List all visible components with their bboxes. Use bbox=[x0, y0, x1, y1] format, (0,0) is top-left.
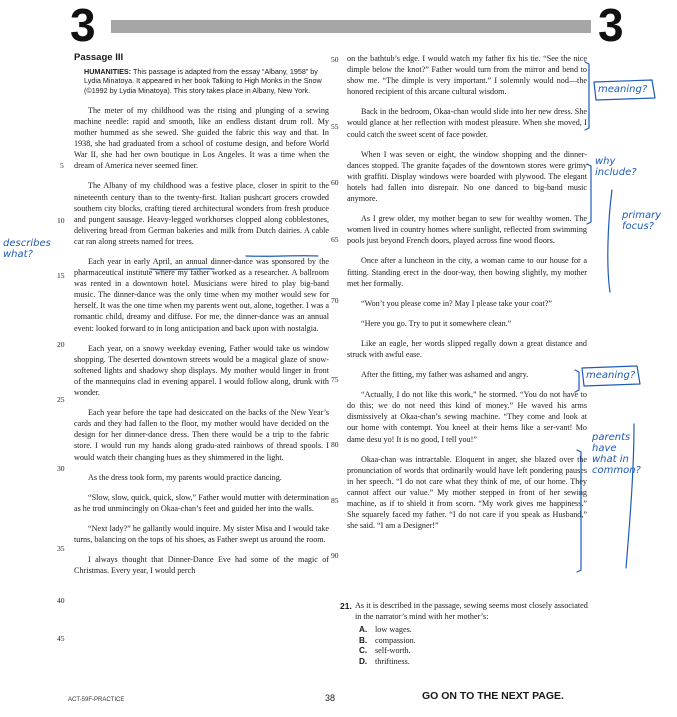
bracket-lines-58-64 bbox=[587, 164, 591, 224]
note-meaning-1: meaning? bbox=[598, 84, 648, 95]
passage-intro bbox=[84, 67, 329, 95]
line-number: 75 bbox=[331, 375, 339, 384]
line-number: 40 bbox=[57, 596, 65, 605]
paragraph: “Actually, I do not like this work,” he stormed. “You do not have to do this; we do not need this kind of money.” He waved his arms dismissively at Okaa-chan’s sewing machine. “They come and look at our home with contempt. You kneel at their hems like a ser-vant! Mo dame desu yo! It is no good, I tell you!” bbox=[347, 390, 587, 444]
paragraph: “Slow, slow, quick, quick, slow,” Father would mutter with determination as he trod unmincingly on Okaa-chan’s feet and guided her into the walls. bbox=[74, 492, 329, 513]
line-number: 55 bbox=[331, 122, 339, 131]
line-number: 85 bbox=[331, 496, 339, 505]
paragraph: Each year, on a snowy weekday evening, Father would take us window shopping. The deserted downtown streets would be a magical glaze of snow-softened lights and shadowy shop displays. My mother would linger in front of the mannequins clad in evening apparel. I would follow along, drunk with wonder. bbox=[74, 343, 329, 398]
answer-option-c[interactable]: C. self-worth. bbox=[359, 646, 411, 655]
line-number: 5 bbox=[60, 161, 64, 170]
line-number: 10 bbox=[57, 216, 65, 225]
section-number-left: 3 bbox=[70, 0, 96, 51]
page-number: 38 bbox=[325, 693, 336, 703]
line-number: 30 bbox=[57, 464, 65, 473]
paragraph: Once after a luncheon in the city, a woman came to our house for a fitting. Standing erect in the door-way, then bowing slightly, my mother met her formally. bbox=[347, 256, 587, 288]
paragraph: The Albany of my childhood was a festive place, closer in spirit to the nineteenth century than to the twenty-first. Italian pushcart grocers crowded southern city blocks, crafting tiered architectural wonders from fresh produce and pungent sausage. Heavy-legged workhorses clopped along cobblestones, delivering bread from German bakeries and milk from Dutch dairies. A cable car ran along streets named for trees. bbox=[74, 181, 329, 246]
paragraph: Each year in early April, an annual dinner-dance was sponsored by the pharmaceutical institute where my father worked as a researcher. A ballroom was rented in a downtown hotel. Musicians were hired to play big-band music. The dinner-dance was the only time when my mother would sew for herself. It was the one time when my parents went out, alone, together. I was a romantic child, dreamy and diffuse. For me, the dinner-dance was an annual event: looked forward to in long anticipation and back upon with nostalgia. bbox=[74, 257, 329, 333]
question-stem: As it is described in the passage, sewing seems most closely associated in the narrator’s mind with her mother’s: bbox=[355, 601, 588, 621]
question-21 bbox=[340, 601, 588, 667]
paragraph: When I was seven or eight, the window shopping and the dinner-dances stopped. The granite façades of the downtown stores were grimy with graffiti. Display windows were boarded with plywood. The elegant hotels had fallen into disrepair. No one danced to big-band music anymore. bbox=[347, 149, 587, 204]
note-meaning-2: meaning? bbox=[586, 370, 636, 381]
passage-right-column bbox=[347, 53, 587, 540]
line-number: 80 bbox=[331, 440, 339, 449]
note-primary-focus: primary focus? bbox=[622, 210, 662, 232]
answer-option-b[interactable]: B. compassion. bbox=[359, 635, 416, 645]
paragraph: Back in the bedroom, Okaa-chan would slide into her new dress. She would glance at her reflection with modest pleasure. When she moved, I could catch the sweet scent of face powder. bbox=[347, 107, 587, 139]
paragraph: “Won’t you please come in? May I please take your coat?” bbox=[361, 298, 552, 308]
paragraph: As the dress took form, my parents would practice dancing. bbox=[88, 472, 282, 482]
passage-label: Passage III bbox=[74, 52, 124, 63]
line-number: 20 bbox=[57, 340, 65, 349]
note-parents-common: parents have what in common? bbox=[592, 432, 641, 476]
paragraph: The meter of my childhood was the rising and plunging of a sewing machine needle: rapid and smooth, like an endless distant drum roll. My mother hummed as she sewed. She guided the fabric this way and that. In 1938, she had graduated from a school of costume design, and before World War II, she had her own boutique in Los Angeles. It was a time when the dream of America never seemed finer. bbox=[74, 105, 329, 171]
line-number: 45 bbox=[57, 634, 65, 643]
paragraph: Like an eagle, her words slipped regally down a great distance and struck with awful ease. bbox=[347, 338, 587, 359]
section-number-right: 3 bbox=[598, 0, 624, 51]
line-number: 70 bbox=[331, 296, 339, 305]
line-number: 60 bbox=[331, 178, 339, 187]
question-number: 21. bbox=[340, 601, 352, 611]
note-why-include: why include? bbox=[595, 156, 637, 178]
paragraph: I always thought that Dinner-Dance Eve had some of the magic of Christmas. Every year, I would perch bbox=[74, 555, 329, 576]
paragraph: Okaa-chan was intractable. Eloquent in anger, she blazed over the pronunciation of words that ordinarily would have left pondering pauses in her speech. “I do not care what they think of me, of our home. They cannot affect our value.” My mother stepped in front of her sewing machine, as if to shield it from scorn. “My work gives me happiness.” She squarely faced my father. “I do not care if you speak as Husband,” she said. “I am a Designer!” bbox=[347, 454, 587, 531]
answer-option-d[interactable]: D. thriftiness. bbox=[359, 656, 410, 666]
intro-label: HUMANITIES: bbox=[84, 67, 132, 76]
paragraph: Each year before the tape had desiccated on the backs of the New Year’s cards and they had fallen to the floor, my mother would have decided on the design for her dinner-dance dress. Then there would be a trip to the fabric store. I would run my hands along gradu-ated rainbows of thread spools. I would watch their changing hues as they shimmered in the light. bbox=[74, 408, 329, 462]
passage-left-column bbox=[74, 67, 329, 585]
paragraph: on the bathtub’s edge. I would watch my father fix his tie. “See the nice dimple below the knot?” Father would turn from the mirror and bend to show me. “The dimple is very important.” I solemnly would nod—the honored recipient of this arcane cultural wisdom. bbox=[347, 54, 587, 97]
line-number: 15 bbox=[57, 271, 65, 280]
line-number: 65 bbox=[331, 235, 339, 244]
go-on-next-page: GO ON TO THE NEXT PAGE. bbox=[422, 690, 564, 702]
answer-option-a[interactable]: A. low wages. bbox=[359, 625, 412, 634]
line-number: 35 bbox=[57, 544, 65, 553]
intro-text: This passage is adapted from the essay “Albany, 1958” by Lydia Minatoya. It appeared in her book Talking to High Monks in the Snow (©1992 by Lydia Minatoya). This story takes place in Albany, New York. bbox=[84, 67, 322, 95]
line-number: 25 bbox=[57, 395, 65, 404]
paragraph: “Next lady?” he gallantly would inquire. My sister Misa and I would take turns, balancing on the tops of his shoes, as Father swept us around the room. bbox=[74, 523, 329, 544]
paragraph: As I grew older, my mother began to sew for wealthy women. The women lived in country homes where sunlight, reflected from swimming pools just beyond French doors, played across fine wood floors. bbox=[347, 214, 587, 246]
paragraph: After the fitting, my father was ashamed and angry. bbox=[361, 370, 529, 380]
line-number: 50 bbox=[331, 55, 339, 64]
paragraph: “Here you go. Try to put it somewhere clean.” bbox=[361, 318, 512, 328]
footer-code: ACT-59F-PRACTICE bbox=[68, 697, 125, 703]
line-number: 90 bbox=[331, 551, 339, 560]
bracket-primary-focus bbox=[608, 190, 612, 292]
note-describes-what: describes what? bbox=[3, 238, 51, 260]
answer-options bbox=[359, 625, 588, 667]
header-bar bbox=[111, 20, 591, 33]
